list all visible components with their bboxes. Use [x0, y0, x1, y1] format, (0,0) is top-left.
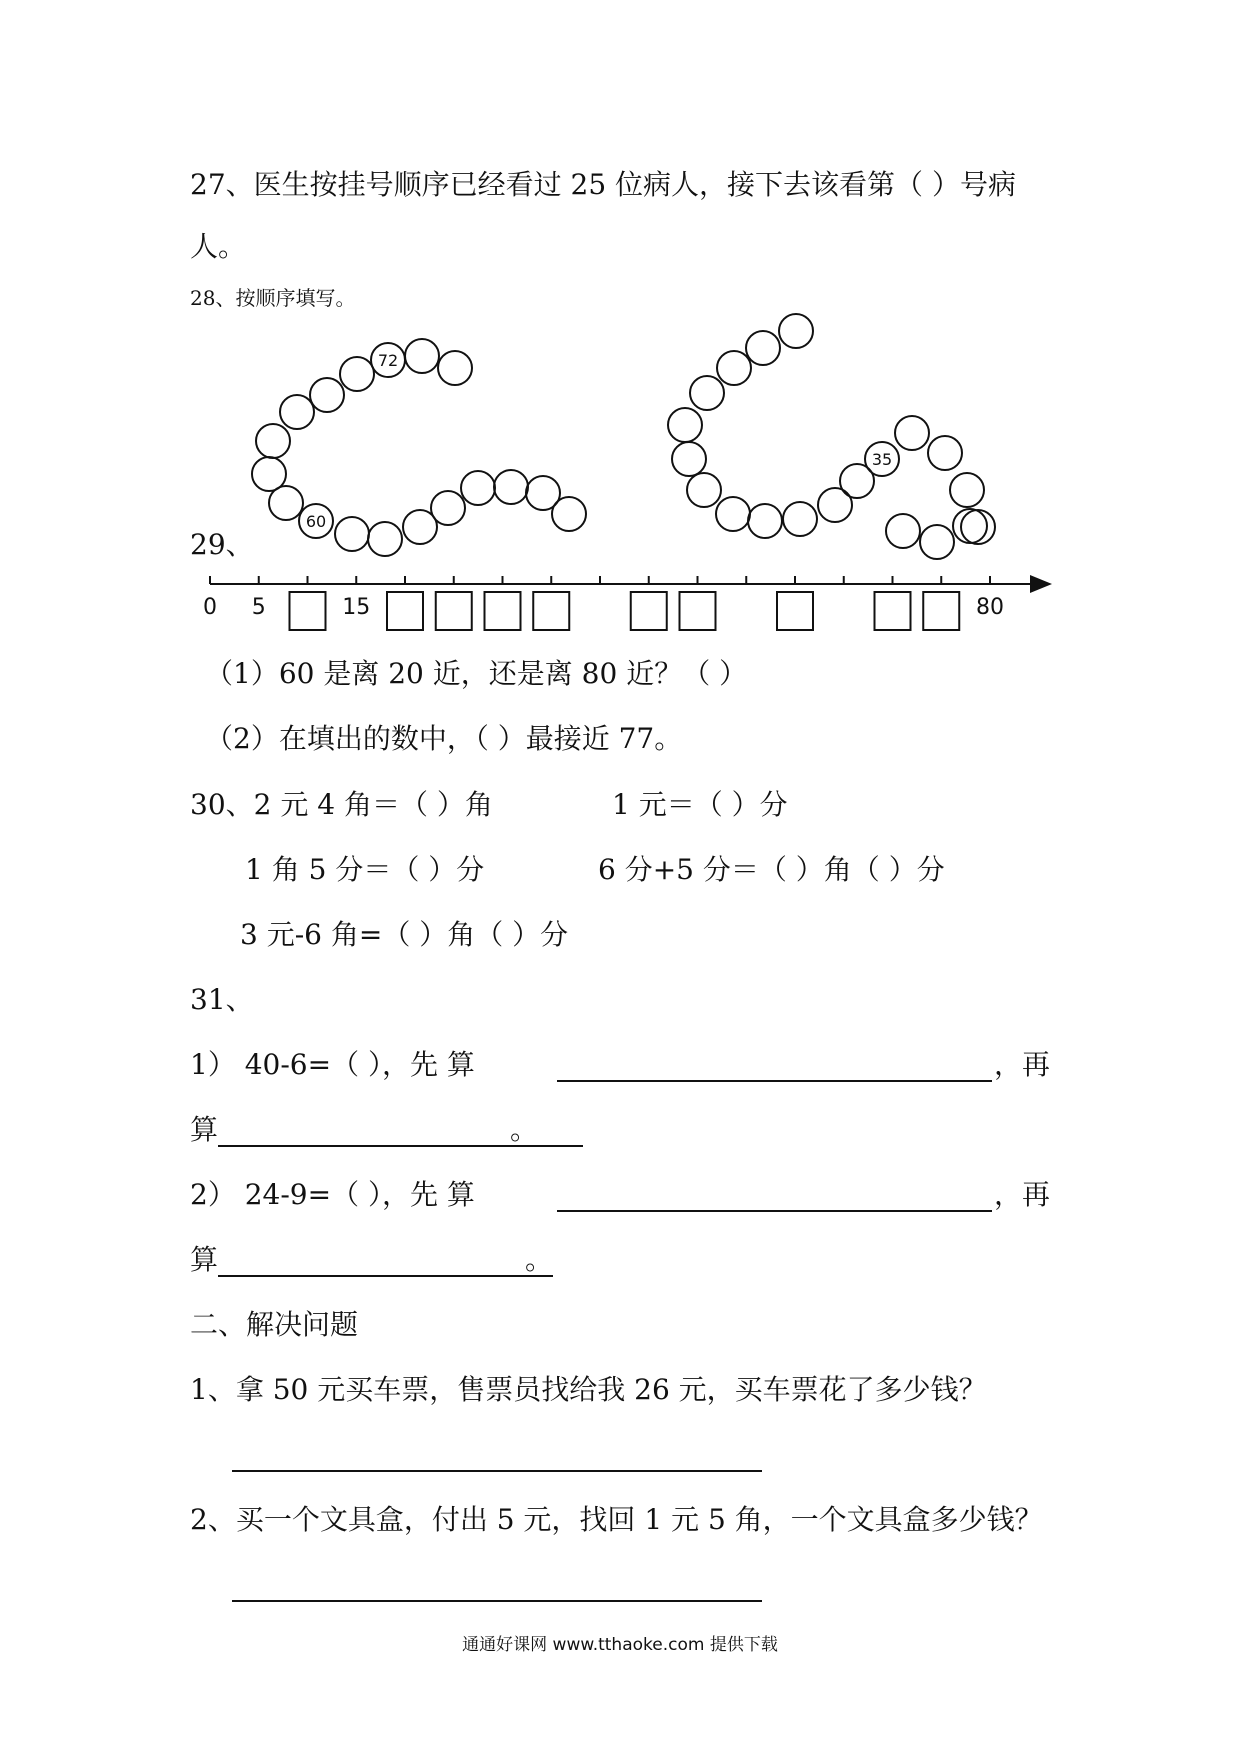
section2-answer-line2[interactable]: [232, 1600, 762, 1602]
right-chain-bead: [690, 376, 724, 410]
left-chain-bead-label: 60: [305, 512, 327, 531]
q30-d: 6 分+5 分＝（ ）角（ ）分: [598, 853, 945, 886]
right-chain-bead: [920, 525, 954, 559]
number-line-answer-box[interactable]: [923, 592, 959, 630]
q31-label: 31、: [190, 983, 254, 1016]
number-line-tick-label: 0: [203, 595, 217, 620]
number-line-answer-box[interactable]: [777, 592, 813, 630]
number-line-answer-box[interactable]: [875, 592, 911, 630]
right-bead-chain: [668, 314, 995, 559]
section2-problem2: 2、买一个文具盒，付出 5 元，找回 1 元 5 角，一个文具盒多少钱？: [190, 1503, 1043, 1536]
number-line-answer-box[interactable]: [290, 592, 326, 630]
q31-p2-period: 。: [525, 1243, 554, 1276]
left-chain-bead: [340, 357, 374, 391]
right-chain-bead: [953, 509, 987, 543]
left-chain-bead: [335, 517, 369, 551]
q31-p1-period: 。: [510, 1113, 539, 1146]
q30-c: 1 角 5 分＝（ ）分: [245, 853, 485, 886]
right-chain-bead: [950, 473, 984, 507]
left-chain-bead: [552, 497, 586, 531]
q31-p2: 2） 24-9=（ ），先 算: [190, 1178, 475, 1211]
q28-title: 28、按顺序填写。: [190, 286, 356, 310]
q30-e: 3 元-6 角=（ ）角（ ）分: [240, 918, 569, 951]
q31-p1: 1） 40-6=（ ），先 算: [190, 1048, 475, 1081]
q30-b: 1 元＝（ ）分: [612, 788, 788, 821]
number-line-tick-label: 15: [342, 595, 371, 620]
q27-line1: 27、医生按挂号顺序已经看过 25 位病人，接下去该看第（ ）号病: [190, 168, 1016, 201]
left-chain-bead: [461, 471, 495, 505]
q31-p2-suan: 算: [190, 1243, 219, 1276]
right-chain-bead: [783, 502, 817, 536]
left-bead-chain: [252, 339, 586, 556]
q29-sub1: （1）60 是离 20 近，还是离 80 近？（ ）: [205, 657, 748, 690]
right-chain-bead-label: 35: [871, 450, 893, 469]
right-chain-bead: [928, 436, 962, 470]
number-line-answer-box[interactable]: [533, 592, 569, 630]
number-line-answer-box[interactable]: [631, 592, 667, 630]
right-chain-bead: [886, 514, 920, 548]
q31-p1-then: ，再: [994, 1048, 1051, 1081]
q29-label: 29、: [190, 528, 254, 561]
right-chain-bead: [818, 488, 852, 522]
q29-sub2: （2）在填出的数中，（ ）最接近 77。: [205, 722, 683, 755]
right-chain-bead: [746, 331, 780, 365]
section2-answer-line1[interactable]: [232, 1470, 762, 1472]
footer-credit: 通通好课网 www.tthaoke.com 提供下载: [462, 1635, 778, 1655]
left-chain-bead: [256, 424, 290, 458]
left-chain-bead: [438, 351, 472, 385]
number-line-answer-box[interactable]: [485, 592, 521, 630]
left-chain-bead: [431, 491, 465, 525]
left-chain-bead: [368, 522, 402, 556]
number-line: [203, 575, 1052, 630]
left-chain-bead: [310, 378, 344, 412]
right-chain-bead: [672, 442, 706, 476]
left-chain-bead: [494, 470, 528, 504]
right-chain-bead: [895, 416, 929, 450]
right-chain-bead: [748, 504, 782, 538]
section2-title: 二、解决问题: [190, 1308, 359, 1341]
number-line-answer-box[interactable]: [680, 592, 716, 630]
number-line-answer-box[interactable]: [387, 592, 423, 630]
q30-a: 30、2 元 4 角＝（ ）角: [190, 788, 493, 821]
q31-p2-then: ，再: [994, 1178, 1051, 1211]
bead-chain-figure: [0, 0, 1240, 680]
left-chain-bead-label: 72: [377, 351, 399, 370]
number-line-tick-label: 80: [976, 595, 1004, 620]
q31-p2-second-blank[interactable]: [218, 1275, 553, 1277]
q31-p2-first-blank[interactable]: [557, 1210, 992, 1212]
number-line-tick-label: 5: [251, 595, 266, 620]
left-chain-bead: [405, 339, 439, 373]
right-chain-bead: [687, 473, 721, 507]
right-chain-bead: [716, 497, 750, 531]
q31-p1-first-blank[interactable]: [557, 1080, 992, 1082]
q31-p1-suan: 算: [190, 1113, 219, 1146]
left-chain-bead: [269, 486, 303, 520]
right-chain-bead: [779, 314, 813, 348]
right-chain-bead: [668, 408, 702, 442]
number-line-answer-box[interactable]: [436, 592, 472, 630]
right-chain-bead: [717, 351, 751, 385]
right-chain-bead: [961, 510, 995, 544]
number-line-arrow-icon: [1030, 575, 1052, 593]
section2-problem1: 1、拿 50 元买车票，售票员找给我 26 元，买车票花了多少钱？: [190, 1373, 987, 1406]
left-chain-bead: [280, 395, 314, 429]
q27-line2: 人。: [190, 230, 247, 263]
